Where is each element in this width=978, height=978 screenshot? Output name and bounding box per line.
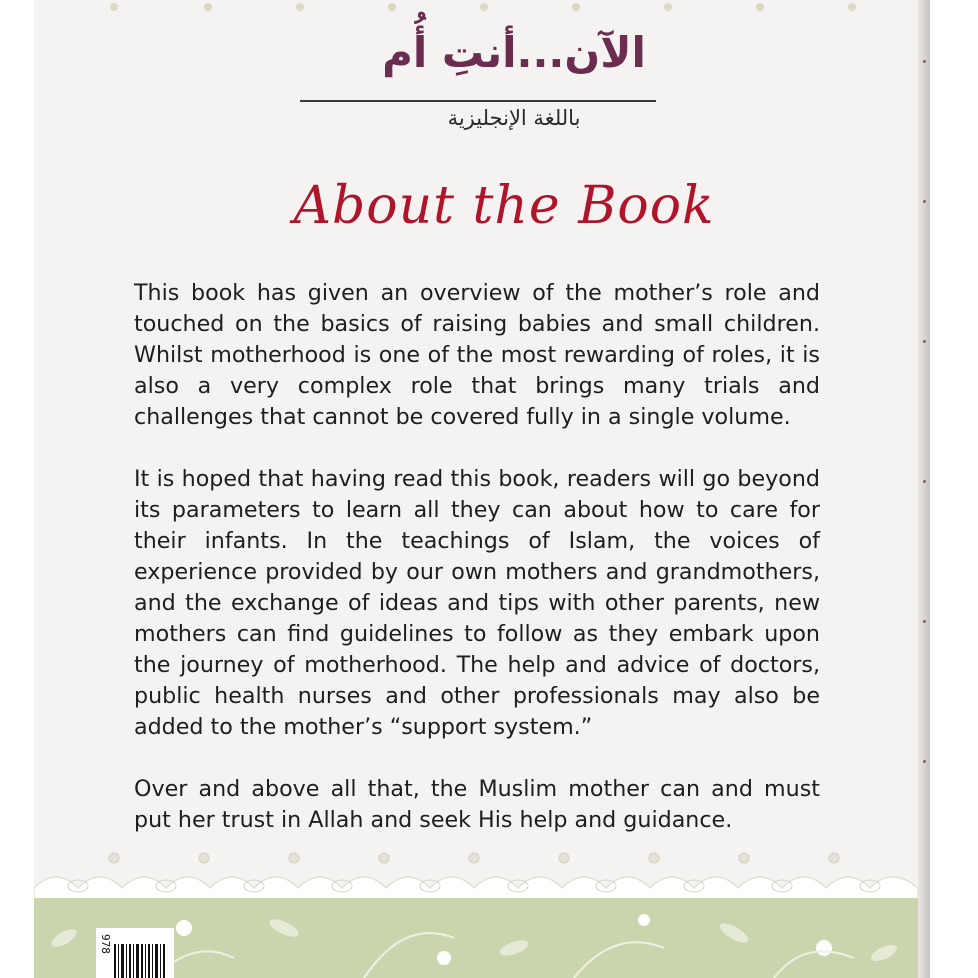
spine-dot — [923, 200, 926, 203]
top-dot-border — [34, 0, 918, 14]
title-divider — [300, 100, 656, 102]
spine-dot — [923, 340, 926, 343]
barcode-bars — [114, 944, 170, 978]
paragraph-1: This book has given an overview of the mother’s role and touched on the basics of raising babies and small children. Whilst motherhood is one of the most rewarding of roles, it is also a very complex role that brings many trials and challenges that cannot be covered fully in a single volume. — [134, 280, 820, 430]
spine-dot — [923, 620, 926, 623]
background-edge — [930, 0, 978, 978]
paragraph-2: It is hoped that having read this book, readers will go beyond its parameters to learn all they can about how to care for their infants. In the teachings of Islam, the voices of experience provided by our own mothers and grandmothers, and the exchange of ideas and tips with other parents, new mothers can find guidelines to follow as they embark upon the journey of motherhood. The help and advice of doctors, public health nurses and other professionals may also be added to the mother’s “support system.” — [134, 466, 820, 740]
decorative-dot — [480, 3, 488, 11]
book-spine — [918, 0, 930, 978]
decorative-dot — [756, 3, 764, 11]
decorative-dot — [848, 3, 856, 11]
about-heading: About the Book — [293, 176, 715, 236]
back-cover — [34, 0, 918, 978]
arabic-subtitle: باللغة الإنجليزية — [447, 106, 581, 130]
paragraph-3: Over and above all that, the Muslim mother can and must put her trust in Allah and seek His help and guidance. — [134, 776, 820, 833]
decorative-dot — [664, 3, 672, 11]
decorative-dot — [296, 3, 304, 11]
arabic-title: الآن...أنتِ أُم — [382, 28, 646, 77]
decorative-dot — [204, 3, 212, 11]
spine-dot — [923, 760, 926, 763]
barcode-digits: 978 — [99, 934, 112, 954]
decorative-dot — [110, 3, 118, 11]
spine-dot — [923, 60, 926, 63]
decorative-dot — [388, 3, 396, 11]
spine-dot — [923, 480, 926, 483]
decorative-dot — [572, 3, 580, 11]
